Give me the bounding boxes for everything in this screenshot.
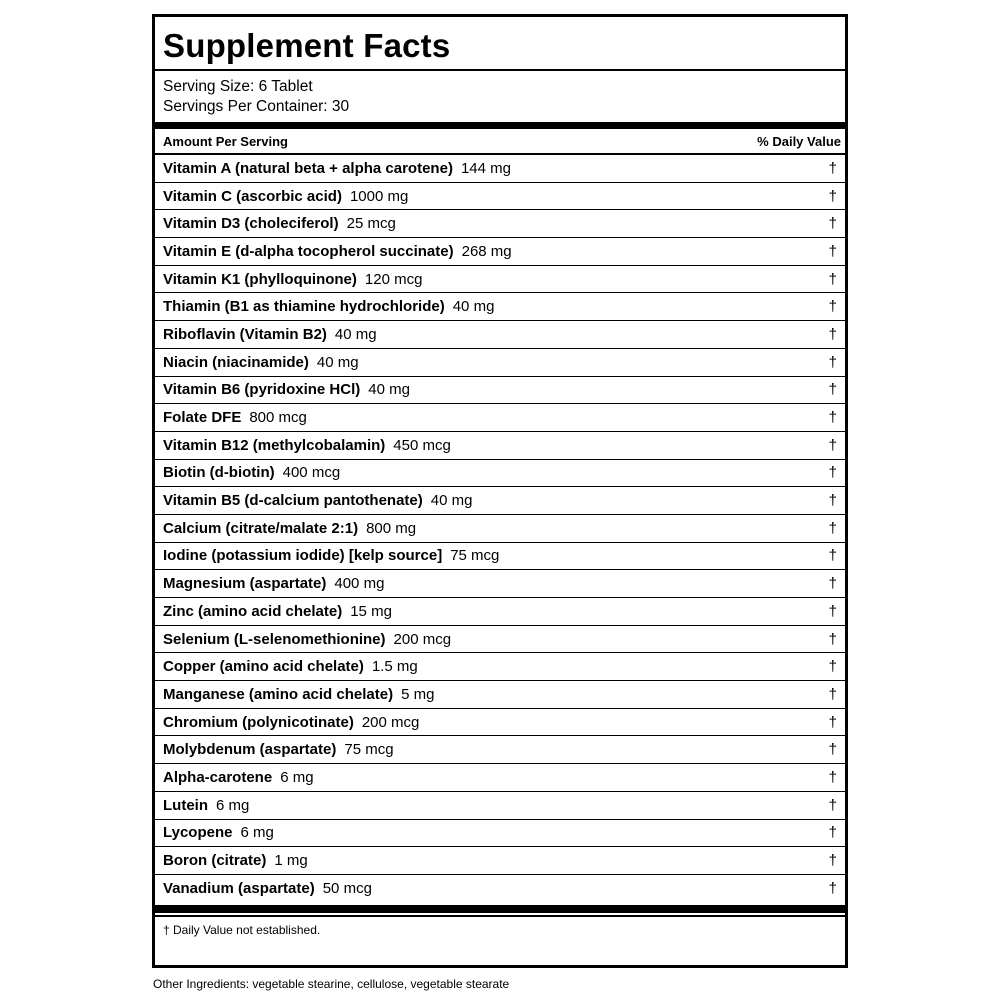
ingredient-row xyxy=(155,653,845,681)
ingredient-name-amount xyxy=(163,741,394,758)
ingredient-amount: 40 mg xyxy=(316,353,359,371)
ingredient-amount: 6 mg xyxy=(240,824,274,842)
ingredient-name-amount xyxy=(163,631,451,648)
ingredient-daily-value: † xyxy=(828,298,837,316)
ingredient-name-amount xyxy=(163,381,410,398)
ingredient-name: Boron (citrate) xyxy=(163,852,267,870)
ingredient-amount: 800 mg xyxy=(366,519,417,537)
ingredient-name: Manganese (amino acid chelate) xyxy=(163,685,394,703)
ingredient-name-amount xyxy=(163,575,384,592)
ingredient-name: Folate DFE xyxy=(163,409,242,427)
footnote: † Daily Value not established. xyxy=(155,915,845,937)
ingredient-name: Molybdenum (aspartate) xyxy=(163,741,337,759)
ingredient-row xyxy=(155,764,845,792)
ingredient-amount: 400 mcg xyxy=(282,464,341,482)
ingredient-name-amount xyxy=(163,437,451,454)
amount-per-serving-header: Amount Per Serving xyxy=(163,133,288,149)
ingredient-name: Lycopene xyxy=(163,824,233,842)
ingredient-name-amount xyxy=(163,547,499,564)
ingredient-amount: 800 mcg xyxy=(249,409,307,427)
ingredient-row xyxy=(155,847,845,875)
ingredient-daily-value: † xyxy=(828,547,837,565)
ingredient-row xyxy=(155,349,845,377)
ingredient-daily-value: † xyxy=(828,381,837,399)
ingredient-row xyxy=(155,515,845,543)
ingredient-amount: 40 mg xyxy=(452,298,495,316)
ingredient-name-amount xyxy=(163,188,408,205)
ingredient-list xyxy=(155,155,845,903)
ingredient-daily-value: † xyxy=(828,464,837,482)
ingredient-name-amount xyxy=(163,797,249,814)
ingredient-name-amount xyxy=(163,409,307,426)
ingredient-name-amount xyxy=(163,520,416,537)
ingredient-name-amount xyxy=(163,243,512,260)
ingredient-daily-value: † xyxy=(828,824,837,842)
ingredient-daily-value: † xyxy=(828,741,837,759)
ingredient-name-amount xyxy=(163,880,372,897)
ingredient-name-amount xyxy=(163,215,396,232)
ingredient-row xyxy=(155,266,845,294)
ingredient-name-amount xyxy=(163,271,422,288)
ingredient-name: Vitamin K1 (phylloquinone) xyxy=(163,270,357,288)
ingredient-amount: 40 mg xyxy=(368,381,410,399)
ingredient-name-amount xyxy=(163,160,511,177)
ingredient-amount: 1000 mg xyxy=(349,187,409,205)
ingredient-amount: 200 mcg xyxy=(393,630,452,648)
ingredient-amount: 25 mcg xyxy=(346,215,396,233)
ingredient-amount: 200 mcg xyxy=(361,713,420,731)
ingredient-daily-value: † xyxy=(828,159,837,177)
ingredient-daily-value: † xyxy=(828,768,837,786)
ingredient-row xyxy=(155,404,845,432)
ingredient-name: Vitamin C (ascorbic acid) xyxy=(163,187,342,205)
ingredient-row xyxy=(155,210,845,238)
ingredient-amount: 6 mg xyxy=(280,768,314,786)
ingredient-daily-value: † xyxy=(828,270,837,288)
ingredient-name-amount xyxy=(163,354,359,371)
ingredient-name: Calcium (citrate/malate 2:1) xyxy=(163,519,359,537)
ingredient-name: Vitamin E (d-alpha tocopherol succinate) xyxy=(163,242,454,260)
ingredient-daily-value: † xyxy=(828,852,837,870)
ingredient-daily-value: † xyxy=(828,187,837,205)
ingredient-name: Vitamin B5 (d-calcium pantothenate) xyxy=(163,492,423,510)
ingredient-row xyxy=(155,598,845,626)
ingredient-name: Selenium (L-selenomethionine) xyxy=(163,630,386,648)
ingredient-name-amount xyxy=(163,769,314,786)
ingredient-name: Riboflavin (Vitamin B2) xyxy=(163,325,327,343)
ingredient-amount: 1.5 mg xyxy=(371,658,418,676)
ingredient-name-amount xyxy=(163,686,434,703)
serving-size: Serving Size: 6 Tablet xyxy=(163,78,313,95)
ingredient-amount: 40 mg xyxy=(334,325,377,343)
ingredient-name: Zinc (amino acid chelate) xyxy=(163,602,343,620)
ingredient-row xyxy=(155,543,845,571)
ingredient-name-amount xyxy=(163,714,419,731)
supplement-facts-panel xyxy=(152,14,848,968)
ingredient-name: Chromium (polynicotinate) xyxy=(163,713,354,731)
ingredient-row xyxy=(155,293,845,321)
ingredient-daily-value: † xyxy=(828,575,837,593)
ingredient-name-amount xyxy=(163,326,377,343)
ingredient-name: Alpha-carotene xyxy=(163,768,273,786)
ingredient-name-amount xyxy=(163,658,418,675)
ingredient-row xyxy=(155,681,845,709)
ingredient-amount: 5 mg xyxy=(401,685,435,703)
divider-bar xyxy=(155,905,845,913)
ingredient-daily-value: † xyxy=(828,215,837,233)
ingredient-row xyxy=(155,432,845,460)
ingredient-name: Lutein xyxy=(163,796,208,814)
serving-info xyxy=(155,71,845,129)
daily-value-header: % Daily Value xyxy=(757,133,841,149)
ingredient-amount: 75 mcg xyxy=(344,741,394,759)
ingredient-name: Iodine (potassium iodide) [kelp source] xyxy=(163,547,443,565)
ingredient-name-amount xyxy=(163,298,494,315)
ingredient-amount: 120 mcg xyxy=(364,270,423,288)
ingredient-daily-value: † xyxy=(828,409,837,427)
ingredient-name: Vitamin A (natural beta + alpha carotene) xyxy=(163,159,453,177)
ingredient-name: Niacin (niacinamide) xyxy=(163,353,309,371)
ingredient-row xyxy=(155,321,845,349)
panel-title: Supplement Facts xyxy=(155,17,845,71)
ingredient-amount: 15 mg xyxy=(350,602,392,620)
column-header-row xyxy=(155,129,845,155)
ingredient-name-amount xyxy=(163,852,308,869)
ingredient-amount: 1 mg xyxy=(274,852,308,870)
ingredient-amount: 6 mg xyxy=(216,796,250,814)
ingredient-amount: 268 mg xyxy=(461,242,512,260)
ingredient-daily-value: † xyxy=(828,713,837,731)
ingredient-row xyxy=(155,875,845,903)
ingredient-name: Magnesium (aspartate) xyxy=(163,575,327,593)
ingredient-name: Copper (amino acid chelate) xyxy=(163,658,364,676)
ingredient-amount: 144 mg xyxy=(460,159,511,177)
ingredient-row xyxy=(155,487,845,515)
ingredient-daily-value: † xyxy=(828,658,837,676)
ingredient-row xyxy=(155,238,845,266)
ingredient-name: Biotin (d-biotin) xyxy=(163,464,275,482)
servings-per-container: Servings Per Container: 30 xyxy=(163,98,350,115)
ingredient-name: Vanadium (aspartate) xyxy=(163,880,315,898)
ingredient-daily-value: † xyxy=(828,325,837,343)
ingredient-name: Vitamin B12 (methylcobalamin) xyxy=(163,436,386,454)
ingredient-row xyxy=(155,736,845,764)
ingredient-name: Vitamin B6 (pyridoxine HCl) xyxy=(163,381,361,399)
ingredient-name-amount xyxy=(163,603,392,620)
ingredient-row xyxy=(155,460,845,488)
ingredient-daily-value: † xyxy=(828,519,837,537)
ingredient-daily-value: † xyxy=(828,685,837,703)
ingredient-amount: 450 mcg xyxy=(393,436,451,454)
ingredient-name: Vitamin D3 (choleciferol) xyxy=(163,215,339,233)
ingredient-daily-value: † xyxy=(828,880,837,898)
ingredient-row xyxy=(155,183,845,211)
ingredient-amount: 400 mg xyxy=(334,575,385,593)
ingredient-amount: 40 mg xyxy=(430,492,473,510)
other-ingredients: Other Ingredients: vegetable stearine, cellulose, vegetable stearate xyxy=(153,977,510,991)
ingredient-daily-value: † xyxy=(828,602,837,620)
ingredient-row xyxy=(155,570,845,598)
ingredient-daily-value: † xyxy=(828,492,837,510)
ingredient-row xyxy=(155,792,845,820)
ingredient-daily-value: † xyxy=(828,796,837,814)
ingredient-name-amount xyxy=(163,492,472,509)
ingredient-name: Thiamin (B1 as thiamine hydrochloride) xyxy=(163,298,445,316)
ingredient-name-amount xyxy=(163,824,274,841)
ingredient-daily-value: † xyxy=(828,242,837,260)
ingredient-row xyxy=(155,377,845,405)
ingredient-row xyxy=(155,155,845,183)
ingredient-row xyxy=(155,709,845,737)
ingredient-daily-value: † xyxy=(828,436,837,454)
ingredient-daily-value: † xyxy=(828,353,837,371)
ingredient-row xyxy=(155,820,845,848)
ingredient-row xyxy=(155,626,845,654)
ingredient-name-amount xyxy=(163,464,340,481)
ingredient-amount: 50 mcg xyxy=(322,880,372,898)
ingredient-amount: 75 mcg xyxy=(450,547,500,565)
ingredient-daily-value: † xyxy=(828,630,837,648)
